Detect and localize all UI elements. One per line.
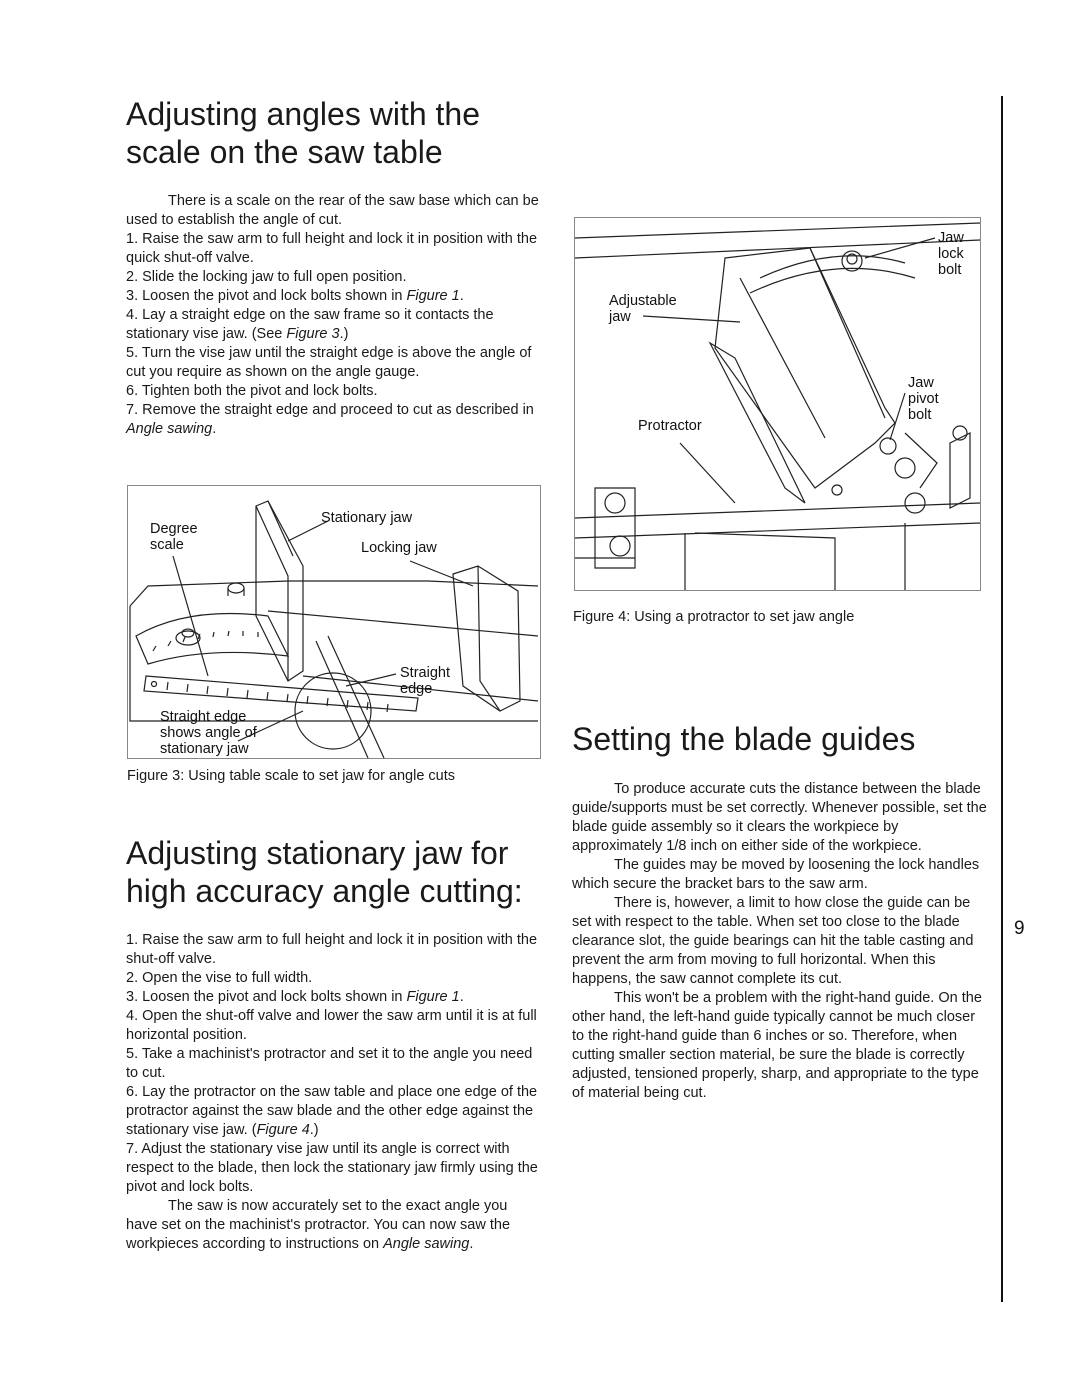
- section-reference: Angle sawing: [383, 1236, 470, 1252]
- page-number: 9: [1014, 918, 1025, 939]
- step-item: 5. Take a machinist's protractor and set it to the angle you need to cut.: [126, 1046, 533, 1081]
- figure-reference: Figure 4: [256, 1122, 310, 1138]
- heading-line: high accuracy angle cutting:: [126, 873, 523, 909]
- paragraph: To produce accurate cuts the distance between the blade guide/supports must be set correctly. Whenever possible, set the blade guide assembly so it clears the workpiece by approximately 1/8 inch on either side of the workpiece.: [572, 781, 987, 854]
- straight-edge-label: Straight edge: [400, 665, 450, 697]
- figure-reference: Figure 1: [406, 989, 460, 1005]
- jaw-lock-bolt-label: Jaw lock bolt: [938, 230, 964, 278]
- step-item: 4. Open the shut-off valve and lower the saw arm until it is at full horizontal position.: [126, 1008, 537, 1043]
- figure-3-illustration: [127, 485, 541, 759]
- paragraph: There is, however, a limit to how close the guide can be set with respect to the table. When set too close to the blade clearance slot, the guide bearings can hit the table casting and prevent the arm from moving to full horizontal. When this happens, the saw cannot complete its cut.: [572, 895, 974, 987]
- jaw-pivot-bolt-label: Jaw pivot bolt: [908, 375, 939, 423]
- paragraph: This won't be a problem with the right-hand guide. On the other hand, the left-hand guide typically cannot be much closer to the right-hand guide than 6 inches or so. Therefore, when cutting smaller section material, be sure the blade is correctly adjusted, tensioned properly, sharp, and appropriate to the type of material being cut.: [572, 990, 982, 1101]
- intro-paragraph: There is a scale on the rear of the saw base which can be used to establish the angle of cut.: [126, 193, 539, 228]
- shows-angle-label: Straight edge shows angle of stationary jaw: [160, 709, 257, 757]
- section-reference: Angle sawing: [126, 421, 213, 437]
- figure-4-illustration: [574, 217, 981, 591]
- locking-jaw-label: Locking jaw: [361, 540, 437, 556]
- step-item: 7. Adjust the stationary vise jaw until its angle is correct with respect to the blade, then lock the stationary jaw firmly using the pivot and lock bolts.: [126, 1141, 538, 1195]
- paragraph: The guides may be moved by loosening the lock handles which secure the bracket bars to the saw arm.: [572, 857, 980, 892]
- heading-line: Adjusting angles with the: [126, 96, 480, 132]
- protractor-label: Protractor: [638, 418, 702, 434]
- heading-line: scale on the saw table: [126, 134, 443, 170]
- step-item: 5. Turn the vise jaw until the straight edge is above the angle of cut you require as shown on the angle gauge.: [126, 345, 532, 380]
- section3-body: [572, 780, 990, 1103]
- step-item: 2. Slide the locking jaw to full open position.: [126, 269, 407, 285]
- figure-3-caption: Figure 3: Using table scale to set jaw for angle cuts: [127, 768, 456, 784]
- step-item: 7. Remove the straight edge and proceed to cut as described in Angle sawing.: [126, 402, 534, 437]
- step-item: 3. Loosen the pivot and lock bolts shown in Figure 1.: [126, 288, 464, 304]
- section-heading-blade-guides: Setting the blade guides: [572, 721, 916, 757]
- figure-4-caption: Figure 4: Using a protractor to set jaw angle: [573, 609, 855, 625]
- step-item: 6. Lay the protractor on the saw table and place one edge of the protractor against the saw blade and the other edge against the stationary vise jaw. (Figure 4.): [126, 1084, 538, 1138]
- margin-rule: [1001, 96, 1003, 1302]
- step-item: 4. Lay a straight edge on the saw frame so it contacts the stationary vise jaw. (See Figure 3.): [126, 307, 494, 342]
- stationary-jaw-label: Stationary jaw: [321, 510, 413, 526]
- closing-paragraph: The saw is now accurately set to the exact angle you have set on the machinist's protractor. You can now saw the workpieces according to instructions on Angle sawing.: [126, 1198, 511, 1252]
- figure-reference: Figure 3: [286, 326, 340, 342]
- section-heading-adjusting-angles: [126, 95, 566, 171]
- step-item: 2. Open the vise to full width.: [126, 970, 313, 986]
- adjustable-jaw-label: Adjustable jaw: [609, 293, 677, 325]
- step-item: 1. Raise the saw arm to full height and lock it in position with the quick shut-off valve.: [126, 231, 538, 266]
- step-item: 3. Loosen the pivot and lock bolts shown in Figure 1.: [126, 989, 464, 1005]
- degree-scale-label: Degree scale: [150, 521, 198, 553]
- section2-body: [126, 931, 542, 1254]
- section1-body: [126, 192, 542, 439]
- section-heading-adjusting-stationary-jaw: [126, 834, 566, 910]
- figure-reference: Figure 1: [406, 288, 460, 304]
- step-item: 1. Raise the saw arm to full height and lock it in position with the shut-off valve.: [126, 932, 538, 967]
- step-item: 6. Tighten both the pivot and lock bolts.: [126, 383, 378, 399]
- heading-line: Adjusting stationary jaw for: [126, 835, 509, 871]
